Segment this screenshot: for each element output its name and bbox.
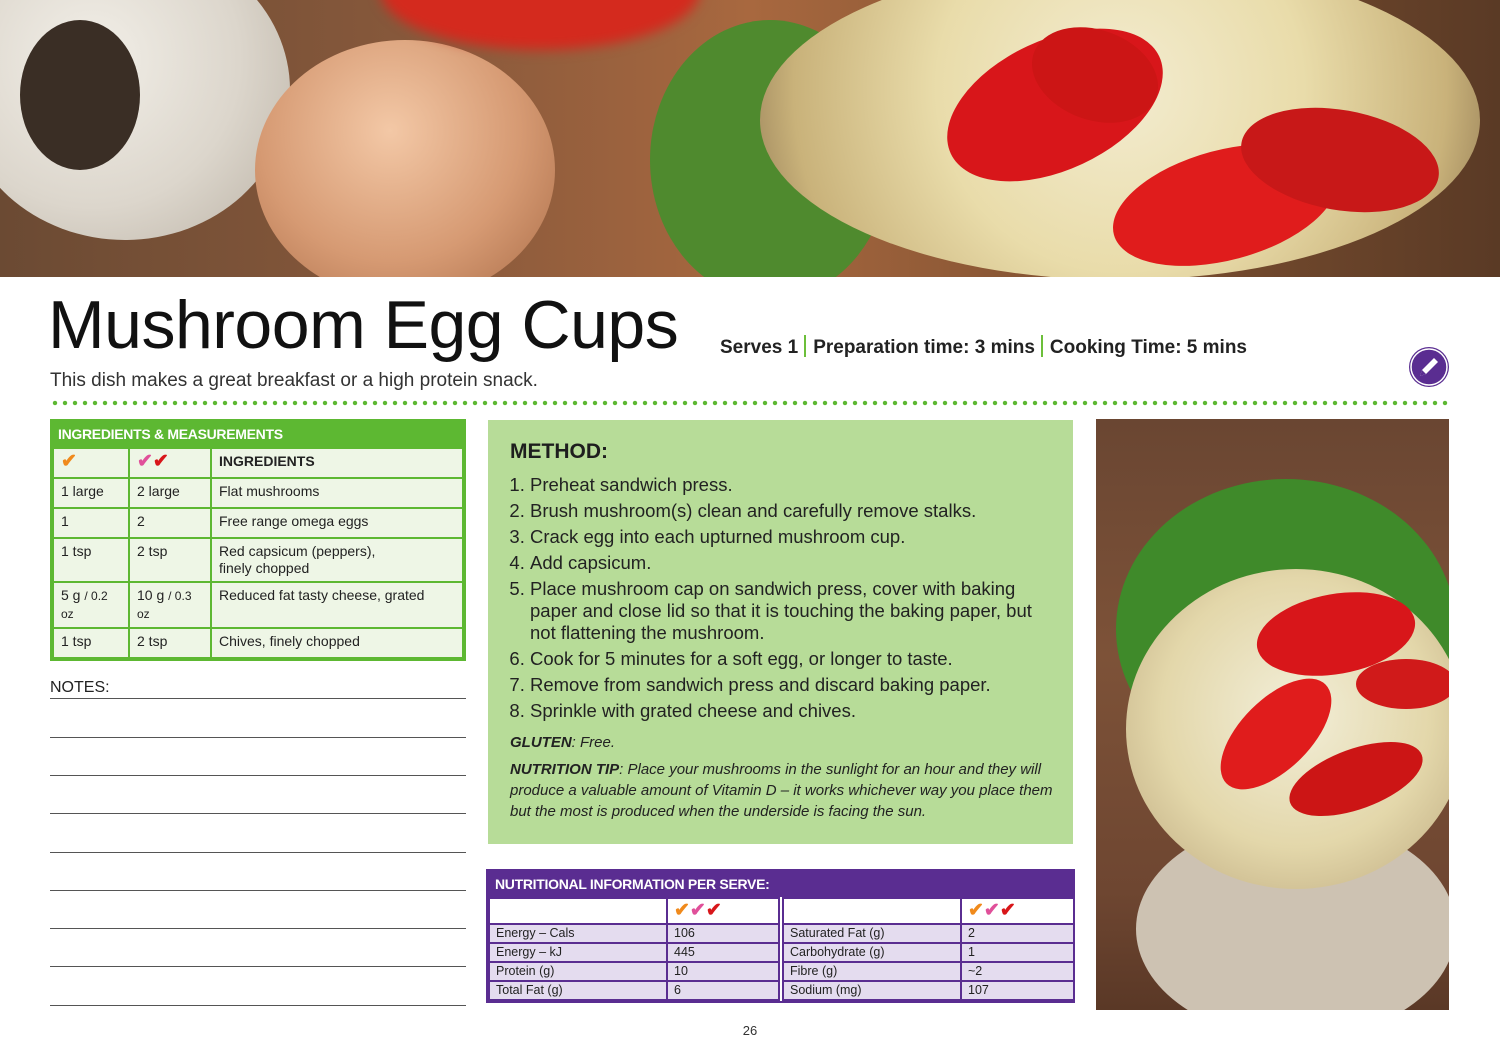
qty-metric: 10 g (137, 587, 165, 603)
qty-double (129, 582, 211, 628)
hero-photo (0, 0, 1500, 277)
nutrient-label: Energy – kJ (489, 943, 667, 962)
pink-tick-icon: ✔ (137, 451, 153, 472)
ingredient-name: Chives, finely chopped (211, 628, 463, 658)
gluten-note (510, 732, 1053, 753)
method-box (488, 420, 1073, 844)
table-row (489, 962, 1074, 981)
single-serve-column (53, 448, 129, 478)
qty-single: 1 (53, 508, 129, 538)
qty-single: 1 tsp (53, 538, 129, 582)
note-line (50, 1005, 466, 1006)
nutrition-tip (510, 759, 1053, 822)
nutrient-value: 10 (667, 962, 779, 981)
method-step: 7. Remove from sandwich press and discard baking paper. (530, 674, 1053, 696)
nutrient-label: Carbohydrate (g) (783, 943, 961, 962)
red-tick-icon: ✔ (705, 899, 722, 921)
table-row (489, 981, 1074, 1000)
table-row (53, 628, 463, 658)
qty-single: 1 tsp (53, 628, 129, 658)
method-step: 1. Preheat sandwich press. (530, 474, 1053, 496)
divider (1041, 335, 1043, 357)
ingredient-name-line1: Red capsicum (peppers), (219, 543, 376, 559)
qty-single (53, 582, 129, 628)
cook-time: Cooking Time: 5 mins (1049, 337, 1247, 358)
nutrient-value: 6 (667, 981, 779, 1000)
nutrient-label: Protein (g) (489, 962, 667, 981)
dotted-divider (50, 400, 1450, 406)
serves: Serves 1 (720, 337, 799, 358)
method-steps (510, 474, 1053, 722)
note-line (50, 813, 466, 814)
orange-tick-icon: ✔ (61, 451, 77, 472)
gluten-label: GLUTEN (510, 734, 572, 751)
tip-label: NUTRITION TIP (510, 761, 620, 778)
ingredients-column-header: INGREDIENTS (211, 448, 463, 478)
note-line (50, 737, 466, 738)
dish-photo (1096, 419, 1449, 1010)
method-step: 5. Place mushroom cap on sandwich press, cover with baking paper and close lid so that it is touching the baking paper, but not flattening the mushroom. (530, 578, 1053, 644)
note-line (50, 775, 466, 776)
method-step: 6. Cook for 5 minutes for a soft egg, or longer to taste. (530, 648, 1053, 670)
method-step: 3. Crack egg into each upturned mushroom cup. (530, 526, 1053, 548)
nutrient-value: 445 (667, 943, 779, 962)
divider (804, 335, 806, 357)
note-line (50, 698, 466, 699)
table-row (53, 478, 463, 508)
nutrient-label: Total Fat (g) (489, 981, 667, 1000)
nutrient-value: 107 (961, 981, 1074, 1000)
qty-double: 2 large (129, 478, 211, 508)
ingredient-name: Reduced fat tasty cheese, grated (211, 582, 463, 628)
ingredient-name (211, 538, 463, 582)
note-line (50, 890, 466, 891)
nutrient-label: Saturated Fat (g) (783, 924, 961, 943)
notes-label: NOTES: (50, 679, 110, 696)
table-row (53, 508, 463, 538)
method-title: METHOD: (510, 440, 608, 463)
pencil-icon (1409, 347, 1449, 387)
nutrient-label: Sodium (mg) (783, 981, 961, 1000)
nutrient-value: ~2 (961, 962, 1074, 981)
nutrient-value: 1 (961, 943, 1074, 962)
recipe-title: Mushroom Egg Cups (48, 287, 679, 363)
table-row (53, 538, 463, 582)
double-serve-column (129, 448, 211, 478)
ingredient-name: Flat mushrooms (211, 478, 463, 508)
table-row (489, 924, 1074, 943)
red-tick-icon: ✔ (152, 451, 169, 472)
orange-tick-icon: ✔ (968, 899, 984, 921)
nutrition-heading: NUTRITIONAL INFORMATION PER SERVE: (488, 871, 1073, 897)
note-line (50, 928, 466, 929)
tick-cell (667, 898, 779, 924)
note-line (50, 966, 466, 967)
nutrient-value: 106 (667, 924, 779, 943)
table-row (53, 582, 463, 628)
qty-metric: 5 g (61, 587, 81, 603)
nutrient-value: 2 (961, 924, 1074, 943)
blank-cell (489, 898, 667, 924)
orange-tick-icon: ✔ (674, 899, 690, 921)
pink-tick-icon: ✔ (983, 899, 1000, 921)
nutrition-header-row (489, 898, 1074, 924)
tick-cell (961, 898, 1074, 924)
method-step: 8. Sprinkle with grated cheese and chives. (530, 700, 1053, 722)
method-step: 2. Brush mushroom(s) clean and carefully remove stalks. (530, 500, 1053, 522)
qty-imperial: / 0.3 oz (137, 589, 192, 621)
ingredient-name-line2: finely chopped (219, 560, 310, 576)
nutrient-label: Fibre (g) (783, 962, 961, 981)
pink-tick-icon: ✔ (689, 899, 706, 921)
qty-double: 2 tsp (129, 628, 211, 658)
tip-text: : Place your mushrooms in the sunlight for an hour and they will produce a valuable amount of Vitamin D – it works whichever way you place them but the most is produced when the underside is facing the sun. (510, 761, 1053, 820)
recipe-meta (720, 335, 1247, 359)
ingredients-heading: INGREDIENTS & MEASUREMENTS (52, 421, 464, 447)
note-line (50, 852, 466, 853)
red-tick-icon: ✔ (999, 899, 1016, 921)
page-number: 26 (742, 1023, 758, 1038)
method-step: 4. Add capsicum. (530, 552, 1053, 574)
qty-double: 2 (129, 508, 211, 538)
prep-time: Preparation time: 3 mins (813, 337, 1035, 358)
blank-cell (783, 898, 961, 924)
ingredient-name: Free range omega eggs (211, 508, 463, 538)
qty-double: 2 tsp (129, 538, 211, 582)
nutrition-table (486, 869, 1075, 1003)
ingredients-header-row (53, 448, 463, 478)
qty-imperial: / 0.2 oz (61, 589, 108, 621)
qty-single: 1 large (53, 478, 129, 508)
gluten-text: : Free. (571, 734, 616, 751)
nutrient-label: Energy – Cals (489, 924, 667, 943)
table-row (489, 943, 1074, 962)
recipe-subtitle: This dish makes a great breakfast or a high protein snack. (50, 370, 538, 391)
ingredients-table (50, 419, 466, 661)
